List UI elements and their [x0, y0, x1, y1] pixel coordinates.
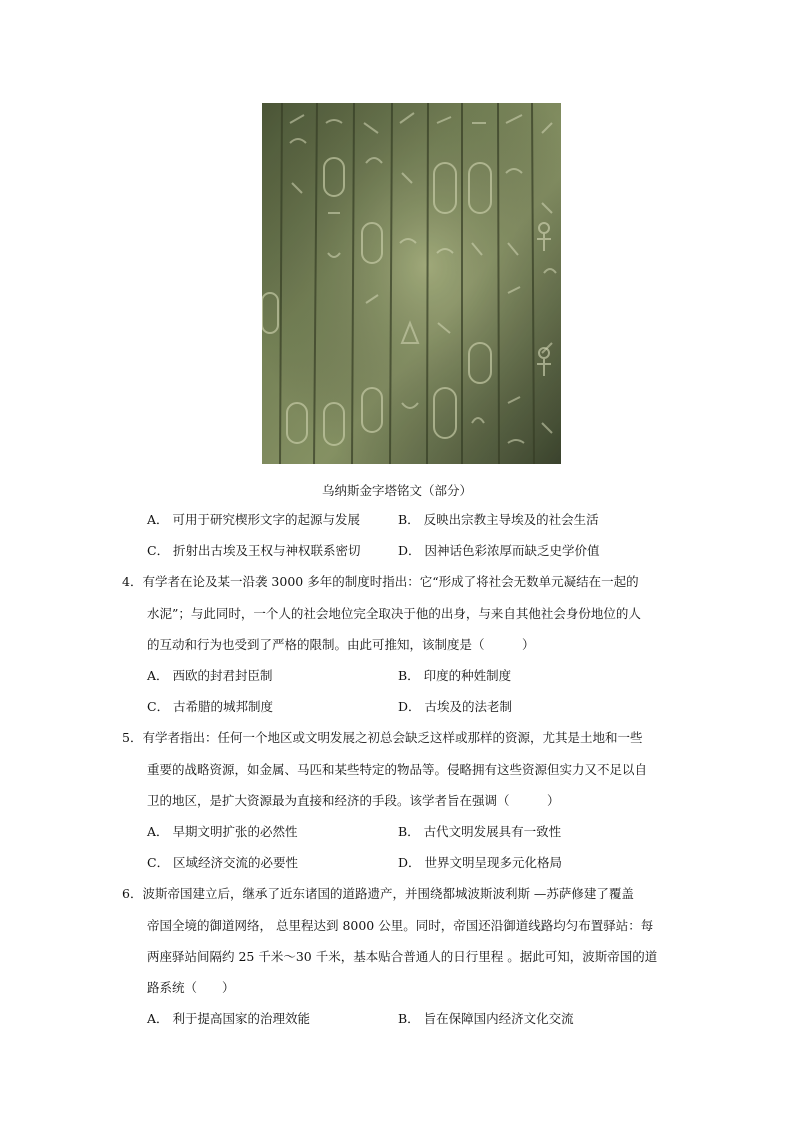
q4-option-d: D． 古埃及的法老制: [398, 699, 512, 714]
q4-option-a: A． 西欧的封君封臣制: [147, 668, 273, 683]
q6-stem-line-2: 帝国全境的御道网络， 总里程达到 8000 公里。同时，帝国还沿御道线路均匀布置驿站：每: [147, 918, 654, 933]
q4-option-b: B． 印度的种姓制度: [398, 668, 512, 683]
q6-option-b: B． 旨在保障国内经济文化交流: [398, 1011, 574, 1026]
q3-option-b: B． 反映出宗教主导埃及的社会生活: [398, 512, 599, 527]
q5-stem-line-3: 卫的地区，是扩大资源最为直接和经济的手段。该学者旨在强调（ ）: [147, 793, 560, 808]
q5-option-d: D． 世界文明呈现多元化格局: [398, 855, 562, 870]
q4-stem-line-1: 4．有学者在论及某一沿袭 3000 多年的制度时指出：它“形成了将社会无数单元凝结在一起的: [122, 574, 639, 589]
q3-option-d: D． 因神话色彩浓厚而缺乏史学价值: [398, 543, 600, 558]
q4-stem-line-2: 水泥”；与此同时，一个人的社会地位完全取决于他的出身，与来自其他社会身份地位的人: [147, 606, 641, 621]
q3-option-a: A． 可用于研究楔形文字的起源与发展: [147, 512, 361, 527]
q3-option-c: C． 折射出古埃及王权与神权联系密切: [147, 543, 361, 558]
q6-stem-line-4: 路系统（ ）: [147, 980, 235, 995]
q6-option-a: A． 利于提高国家的治理效能: [147, 1011, 311, 1026]
q4-option-c: C． 古希腊的城邦制度: [147, 699, 274, 714]
q5-option-c: C． 区域经济交流的必要性: [147, 855, 299, 870]
q6-stem-line-3: 两座驿站间隔约 25 千米～30 千米，基本贴合普通人的日行里程 。据此可知，波斯帝国的道: [147, 949, 658, 964]
q5-stem-line-2: 重要的战略资源，如金属、马匹和某些特定的物品等。侵略拥有这些资源但实力又不足以自: [147, 762, 648, 777]
q5-stem-line-1: 5．有学者指出：任何一个地区或文明发展之初总会缺乏这样或那样的资源，尤其是土地和一些: [122, 730, 643, 745]
q5-option-a: A． 早期文明扩张的必然性: [147, 824, 298, 839]
pyramid-inscription-photo: [262, 103, 561, 464]
q6-stem-line-1: 6．波斯帝国建立后，继承了近东诸国的道路遗产，并围绕都城波斯波利斯 —苏萨修建了覆盖: [122, 886, 634, 901]
q4-stem-line-3: 的互动和行为也受到了严格的限制。由此可推知，该制度是（ ）: [147, 637, 535, 652]
q5-option-b: B． 古代文明发展具有一致性: [398, 824, 562, 839]
figure-caption: 乌纳斯金字塔铭文（部分）: [321, 483, 472, 498]
